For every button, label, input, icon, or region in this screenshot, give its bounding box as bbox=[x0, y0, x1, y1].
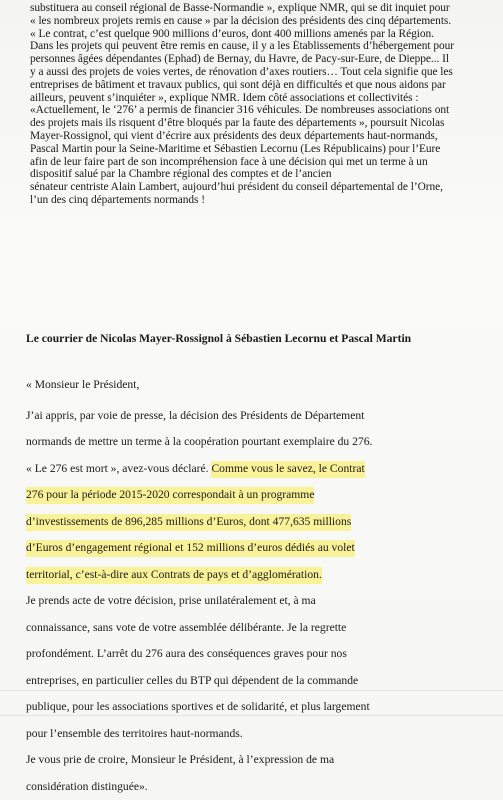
letter-line: Je vous prie de croire, Monsieur le Président, à l’expression de ma bbox=[26, 753, 335, 766]
article-line: y a aussi des projets de voies vertes, de rénovation d’axes routiers… Tout cela signifie que les bbox=[30, 65, 453, 78]
article-line: ailleurs, peuvent s’inquiéter », explique NMR. Idem côté associations et collectivités : bbox=[30, 91, 419, 104]
article-line: des projets mais ils risquent d’être bloqués par la faute des départements », poursuit Nicolas bbox=[30, 117, 445, 130]
article-text bbox=[30, 2, 486, 207]
article-line: personnes âgées dépendantes (Ephad) de Bernay, du Havre, de Pacy-sur-Eure, de Dieppe... Il bbox=[30, 53, 449, 66]
letter-line bbox=[26, 462, 365, 475]
highlighted-text: 276 pour la période 2015-2020 correspondait à un programme bbox=[26, 487, 314, 504]
letter-line: Je prends acte de votre décision, prise unilatéralement et, à ma bbox=[26, 594, 316, 607]
article-line: Mayer-Rossignol, qui vient d’écrire aux présidents des deux départements haut-normands, bbox=[30, 129, 438, 142]
article-line: l’un des cinq départements normands ! bbox=[30, 193, 205, 206]
letter-line: J’ai appris, par voie de presse, la décision des Présidents de Département bbox=[26, 409, 365, 422]
article-line: «Actuellement, le ‘276’ a permis de financier 316 véhicules. De nombreuses associations ont bbox=[30, 104, 450, 117]
article-line: substituera au conseil régional de Basse-Normandie », explique NMR, qui se dit inquiet pour bbox=[30, 2, 450, 14]
article-line: « les nombreux projets remis en cause » par la décision des présidents des cinq départements. bbox=[30, 14, 452, 27]
article-line: Pascal Martin pour la Seine-Maritime et Sébastien Lecornu (Les Républicains) pour l’Eure bbox=[30, 142, 441, 155]
article-line: sénateur centriste Alain Lambert, aujourd’hui président du conseil départemental de l’Orne, bbox=[30, 181, 443, 194]
letter-line: entreprises, en particulier celles du BTP qui dépendent de la commande bbox=[26, 674, 359, 687]
highlighted-text: d’investissements de 896,285 millions d’Euros, dont 477,635 millions bbox=[26, 514, 351, 531]
highlighted-text: d’Euros d’engagement régional et 152 millions d’euros dédiés au volet bbox=[26, 540, 355, 557]
article-line: dispositif salué par la Chambre régional des comptes et de l’ancien bbox=[30, 168, 332, 181]
highlighted-text: Comme vous le savez, le Contrat bbox=[211, 461, 364, 478]
article-line: « Le contrat, c’est quelque 900 millions d’euros, dont 400 millions amenés par la Région. bbox=[30, 27, 434, 40]
letter-line: profondément. L’arrêt du 276 aura des conséquences graves pour nos bbox=[26, 647, 347, 660]
letter-line: connaissance, sans vote de votre assemblée délibérante. Je la regrette bbox=[26, 621, 347, 634]
letter-line: normands de mettre un terme à la coopération pourtant exemplaire du 276. bbox=[26, 435, 373, 448]
letter-line bbox=[26, 515, 351, 528]
article-line: entreprises de bâtiment et travaux publics, qui sont déjà en difficultés et que nous aidons par bbox=[30, 78, 446, 91]
article-line: afin de leur faire part de son incompréhension face à une décision qui met un terme à un bbox=[30, 155, 428, 168]
letter-line: considération distinguée». bbox=[26, 780, 148, 793]
scan-artifact bbox=[0, 690, 503, 691]
article-line: Dans les projets qui peuvent être remis en cause, il y a les Établissements d’hébergement pour bbox=[30, 40, 455, 53]
letter-line bbox=[26, 488, 314, 501]
letter-line: pour l’ensemble des territoires haut-normands. bbox=[26, 727, 243, 740]
letter-salutation: « Monsieur le Président, bbox=[26, 378, 140, 391]
highlighted-text: territorial, c’est-à-dire aux Contrats de pays et d’agglomération. bbox=[26, 567, 322, 584]
letter-line bbox=[26, 541, 355, 554]
letter-line: publique, pour les associations sportives et de solidarité, et plus largement bbox=[26, 700, 370, 713]
letter-line bbox=[26, 568, 322, 581]
scan-artifact bbox=[0, 715, 503, 716]
letter-heading: Le courrier de Nicolas Mayer-Rossignol à Sébastien Lecornu et Pascal Martin bbox=[26, 332, 412, 345]
letter-text: « Le 276 est mort », avez-vous déclaré. bbox=[26, 462, 212, 475]
